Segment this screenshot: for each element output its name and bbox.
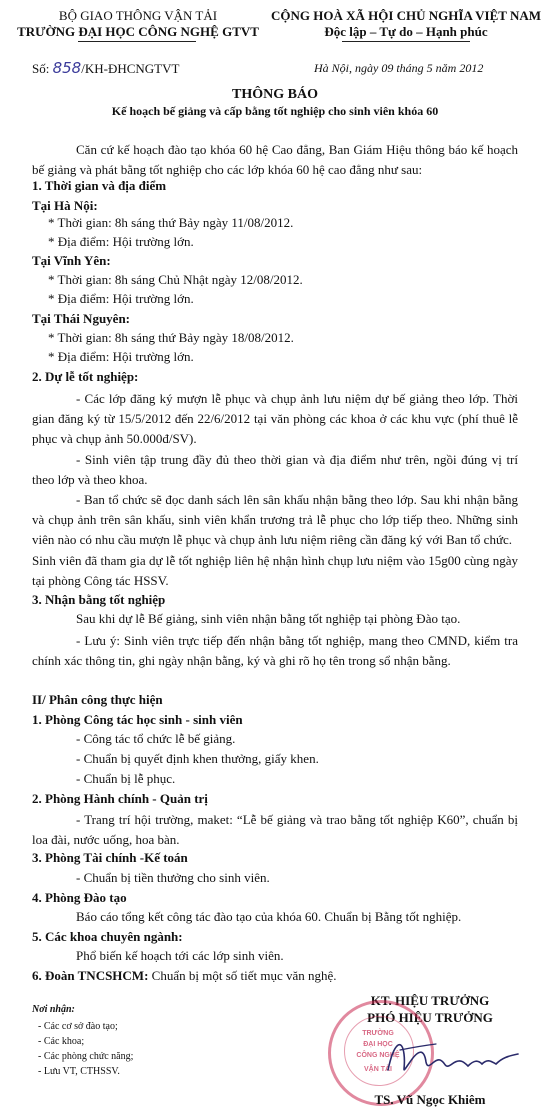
section2-heading: 2. Dự lễ tốt nghiệp: — [32, 369, 139, 384]
unit4-task-a: Báo cáo tổng kết công tác đào tạo của khóa 60. Chuẩn bị Bằng tốt nghiệp. — [76, 909, 462, 924]
unit2-heading: 2. Phòng Hành chính - Quản trị — [32, 791, 208, 806]
vinhyen-time: * Thời gian: 8h sáng Chủ Nhật ngày 12/08/2012. — [48, 272, 303, 287]
doc-no-handwritten: 858 — [52, 59, 82, 77]
intro-paragraph: Căn cứ kế hoạch đào tạo khóa 60 hệ Cao đẳng, Ban Giám Hiệu thông báo kế hoạch bế giảng và phát bằng tốt nghiệp cho các lớp khóa 60 hệ cao đẳng như sau: — [32, 142, 518, 177]
vinhyen-place: * Địa điểm: Hội trường lớn. — [48, 291, 194, 306]
unit4-heading: 4. Phòng Đào tạo — [32, 890, 127, 905]
vinhyen-label: Tại Vĩnh Yên: — [32, 253, 111, 268]
seal-text-mid-2: CÔNG NGHỆ — [356, 1052, 400, 1059]
unit3-task-a: - Chuẩn bị tiền thưởng cho sinh viên. — [76, 870, 270, 885]
thainguyen-place: * Địa điểm: Hội trường lớn. — [48, 349, 194, 364]
recipients-label: Nơi nhận: — [32, 1004, 75, 1015]
seal-text-top: TRƯỜNG — [362, 1030, 394, 1037]
recipient-item: - Các phòng chức năng; — [38, 1051, 134, 1062]
part2-heading: II/ Phân công thực hiện — [32, 692, 163, 707]
signature-title-2: PHÓ HIỆU TRƯỞNG — [367, 1010, 493, 1025]
unit6-line — [32, 968, 337, 984]
doc-no-label: Số: — [32, 61, 50, 76]
motto: Độc lập – Tự do – Hạnh phúc — [324, 24, 488, 39]
unit1-task-c: - Chuẩn bị lễ phục. — [76, 771, 176, 786]
signature-title-1: KT. HIỆU TRƯỞNG — [370, 993, 490, 1008]
unit6-heading: 6. Đoàn TNCSHCM: — [32, 968, 149, 983]
unit1-heading: 1. Phòng Công tác học sinh - sinh viên — [32, 712, 243, 727]
hanoi-time: * Thời gian: 8h sáng thứ Bảy ngày 11/08/2012. — [48, 215, 294, 230]
ministry-name: BỘ GIAO THÔNG VẬN TẢI — [58, 8, 218, 23]
school-name: TRƯỜNG ĐẠI HỌC CÔNG NGHỆ GTVT — [17, 24, 259, 39]
recipient-item: - Các cơ sở đào tạo; — [38, 1021, 118, 1032]
section1-heading: 1. Thời gian và địa điểm — [32, 178, 167, 193]
section2-paragraph-3: - Ban tổ chức sẽ đọc danh sách lên sân khấu nhận bằng theo lớp. Sau khi nhận bằng và chụp ảnh trên sân khấu, sinh viên khẩn trương trả lễ phục cho lớp tiếp theo. Những sinh viên nào có nhu cầu mượn lễ phục và chụp ảnh lưu niệm riêng cần đăng ký với Ban tổ chức. — [32, 492, 518, 547]
nation-name: CỘNG HOÀ XÃ HỘI CHỦ NGHĨA VIỆT NAM — [270, 8, 542, 23]
unit2-task-a: - Trang trí hội trường, maket: “Lễ bế giảng và trao bằng tốt nghiệp K60”, chuẩn bị loa đài, nước uống, hoa bàn. — [32, 812, 518, 847]
doc-title: THÔNG BÁO — [232, 87, 318, 102]
handwritten-signature — [380, 1032, 530, 1082]
recipient-item: - Lưu VT, CTHSSV. — [38, 1066, 120, 1077]
unit1-task-b: - Chuẩn bị quyết định khen thưởng, giấy khen. — [76, 751, 319, 766]
date-line: Hà Nội, ngày 09 tháng 5 năm 2012 — [314, 61, 484, 75]
hanoi-place: * Địa điểm: Hội trường lớn. — [48, 234, 194, 249]
recipient-item: - Các khoa; — [38, 1036, 85, 1047]
section2-paragraph-2: - Sinh viên tập trung đầy đủ theo thời gian và địa điểm như trên, ngồi đúng vị trí theo lớp và theo khoa. — [32, 452, 518, 487]
signer-name: TS. Vũ Ngọc Khiêm — [374, 1092, 486, 1107]
doc-subtitle: Kế hoạch bế giảng và cấp bằng tốt nghiệp cho sinh viên khóa 60 — [111, 104, 439, 118]
unit1-task-a: - Công tác tổ chức lễ bế giảng. — [76, 731, 236, 746]
unit6-task-a: Chuẩn bị một số tiết mục văn nghệ. — [151, 968, 337, 983]
seal-text-bottom: VẬN TẢI — [364, 1066, 392, 1073]
motto-underline — [342, 41, 470, 42]
section2-paragraph-4: Sinh viên đã tham gia dự lễ tốt nghiệp liên hệ nhận hình chụp lưu niệm vào 15g00 cùng ngày tại phòng Công tác HSSV. — [32, 553, 518, 588]
section3-paragraph-1: Sau khi dự lễ Bế giảng, sinh viên nhận bằng tốt nghiệp tại phòng Đào tạo. — [76, 611, 461, 626]
school-underline — [78, 41, 196, 42]
unit5-task-a: Phổ biến kế hoạch tới các lớp sinh viên. — [76, 948, 284, 963]
unit3-heading: 3. Phòng Tài chính -Kế toán — [32, 850, 188, 865]
section3-heading: 3. Nhận bằng tốt nghiệp — [32, 592, 166, 607]
document-number — [32, 59, 179, 77]
thainguyen-time: * Thời gian: 8h sáng thứ Bảy ngày 18/08/2012. — [48, 330, 294, 345]
thainguyen-label: Tại Thái Nguyên: — [32, 311, 131, 326]
seal-text-mid-1: ĐẠI HỌC — [363, 1041, 393, 1048]
section2-paragraph-1: - Các lớp đăng ký mượn lễ phục và chụp ảnh lưu niệm dự bế giảng theo lớp. Thời gian đăng ký từ 15/5/2012 đến 22/6/2012 tại văn phòng các khoa ở các khu vực (phí thuê lễ phục và chụp ảnh 50.000đ/SV). — [32, 391, 518, 446]
section3-paragraph-2: - Lưu ý: Sinh viên trực tiếp đến nhận bằng tốt nghiệp, mang theo CMND, kiểm tra chính xác thông tin, ghi ngày nhận bằng, ký và ghi rõ họ tên trong sổ nhận bằng. — [32, 633, 518, 668]
doc-no-code: /KH-ĐHCNGTVT — [81, 61, 180, 76]
hanoi-label: Tại Hà Nội: — [32, 198, 98, 213]
unit5-heading: 5. Các khoa chuyên ngành: — [32, 929, 183, 944]
